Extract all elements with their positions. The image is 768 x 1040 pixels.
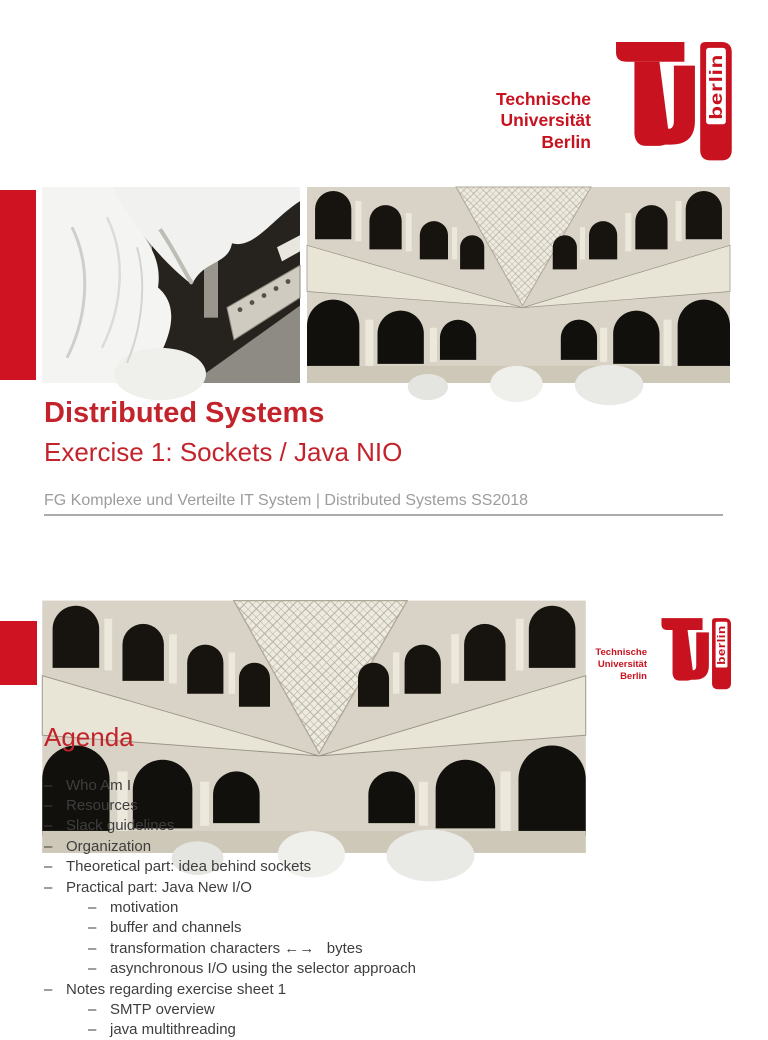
list-item — [44, 795, 744, 815]
tu-berlin-logo-icon — [600, 42, 732, 163]
tu-berlin-logo-text — [595, 647, 647, 683]
courtyard-strip-photo — [43, 620, 585, 686]
list-item-text: asynchronous I/O using the selector approach — [110, 960, 417, 978]
footer-rule — [44, 514, 723, 516]
dash-bullet: – — [88, 919, 97, 937]
list-item — [88, 959, 744, 979]
list-item — [88, 999, 744, 1019]
dash-bullet: – — [88, 1021, 97, 1039]
list-item-text: SMTP overview — [110, 1000, 215, 1018]
list-item-text: buffer and channels — [110, 919, 242, 937]
logo-text-line2: Universität — [500, 110, 591, 131]
tu-berlin-logo — [496, 42, 732, 163]
logo-text-line1: Technische — [496, 89, 591, 109]
tu-berlin-logo — [595, 618, 731, 691]
logo-text-line3: Berlin — [541, 131, 591, 152]
list-item-text: Theoretical part: idea behind sockets — [66, 858, 312, 876]
dash-bullet: – — [44, 817, 53, 835]
dash-bullet: – — [88, 960, 97, 978]
logo-text-line3: Berlin — [620, 670, 647, 682]
list-item — [88, 938, 744, 958]
list-item-text: Notes regarding exercise sheet 1 — [66, 980, 287, 998]
tu-berlin-logo-text — [496, 89, 591, 153]
dash-bullet: – — [44, 837, 53, 855]
dash-bullet: – — [44, 980, 53, 998]
list-item — [44, 836, 744, 856]
tu-berlin-logo-icon — [652, 618, 731, 691]
slide-title: Distributed Systems — [44, 397, 325, 429]
statue-photo — [42, 187, 300, 383]
logo-text-line1: Technische — [595, 647, 647, 658]
list-item-text: Organization — [66, 837, 152, 855]
courtyard-photo — [307, 187, 730, 383]
list-item — [44, 979, 744, 999]
list-item — [44, 775, 744, 795]
accent-bar — [0, 190, 36, 380]
agenda-heading: Agenda — [44, 722, 134, 752]
dash-bullet: – — [44, 776, 53, 794]
list-item — [44, 877, 744, 897]
dash-bullet: – — [44, 858, 53, 876]
dash-bullet: – — [88, 939, 97, 957]
dash-bullet: – — [88, 1000, 97, 1018]
logo-text-line2: Universität — [597, 658, 647, 670]
logo-berlin-badge-text: berlin — [716, 633, 729, 665]
dash-bullet: – — [44, 878, 53, 896]
dash-bullet: – — [88, 899, 97, 917]
list-item-text: java multithreading — [110, 1021, 236, 1039]
list-item-text: Resources — [66, 797, 138, 815]
list-item-text: motivation — [110, 899, 179, 917]
list-item-text: transformation characters ←→ bytes — [110, 939, 363, 957]
dash-bullet: – — [44, 797, 53, 815]
logo-berlin-badge-text: berlin — [705, 67, 726, 120]
list-item — [44, 816, 744, 836]
list-item-clipped — [88, 1020, 744, 1040]
list-item-text: Slack guidelines — [66, 817, 175, 835]
accent-bar — [0, 621, 37, 685]
slide-footer: FG Komplexe und Verteilte IT System | Distributed Systems SS2018 — [44, 492, 529, 509]
list-item-text: Who Am I — [66, 776, 132, 794]
list-item-text: Practical part: Java New I/O — [66, 878, 252, 896]
slide-subtitle: Exercise 1: Sockets / Java NIO — [44, 437, 403, 467]
list-item — [88, 897, 744, 917]
list-item — [44, 857, 744, 877]
list-item — [88, 918, 744, 938]
agenda-list — [44, 775, 744, 1040]
